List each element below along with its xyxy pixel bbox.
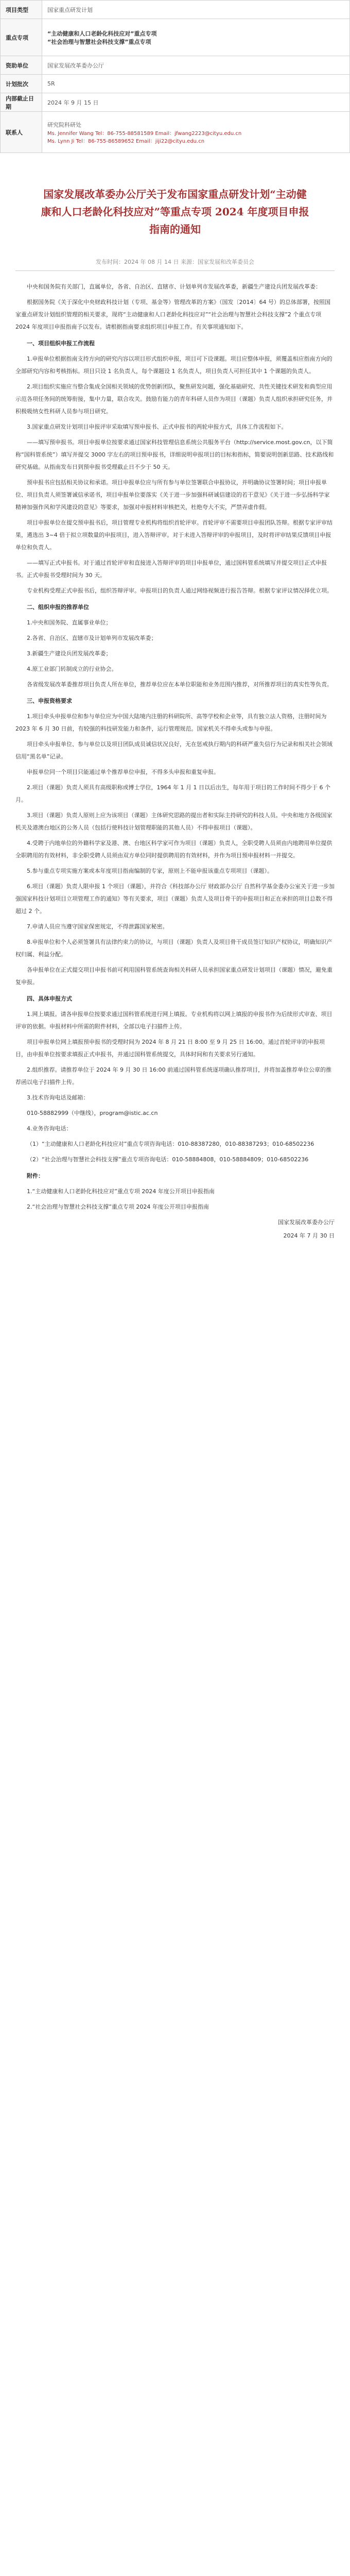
title-line: 康和人口老龄化科技应对”等重点专项 2024 年度项目申报	[41, 206, 309, 218]
paragraph: 2.各省、自治区、直辖市及计划单列市发展改革委；	[27, 635, 157, 641]
program-line-1: “主动健康和人口老龄化科技应对”重点专项	[47, 30, 157, 37]
contact-line[interactable]: Ms. Jennifer Wang Tel：86-755-88581589 Email：jfwang2223@cityu.edu.cn	[47, 130, 242, 137]
paragraph: 4.业务咨询电话：	[27, 1125, 72, 1132]
paragraph: 1.网上填报。请各申报单位按要求通过国科管系统进行网上填报。专业机构将以网上填报的申报书作为后续形式审查、项目评审的依据。申报材料中所需的附件材料，全部以电子扫描件上传。	[15, 1011, 332, 1030]
paragraph: 2.“社会治理与智慧社会科技支撑”重点专项 2024 年度公开项目申报指南	[27, 1204, 209, 1210]
info-row-batch	[1, 75, 350, 93]
paragraph: 2.组织推荐。请推荐单位于 2024 年 9 月 30 日 16:00 前通过国科管系统逐项确认推荐项目，并将加盖推荐单位公章的推荐函以电子扫描件上传。	[15, 1066, 332, 1086]
section-heading: 二、组织申报的推荐单位	[27, 604, 89, 611]
paragraph: ——填写预申报书。项目申报单位按要求通过国家科技管理信息系统公共服务平台（http://service.most.gov.cn，以下简称“国科管系统”）填写并提交 3000 字左右的项目预申报书，详细说明申报项目的目标和指标，简要说明创新思路、技术路线和研究基础。从指南发布日到预申报书受理截止日不少于 50 天。	[15, 439, 334, 470]
info-value: 5R	[42, 75, 350, 93]
paragraph: 根据国务院《关于深化中央财政科技计划（专项、基金等）管理改革的方案》（国发〔2014〕64 号）的总体部署，按照国家重点研发计划组织管理的相关要求，现将“主动健康和人口老龄化科技应对”“社会治理与智慧社会科技支撑”2 个重点专项 2024 年度项目申报指南予以发布。请根据指南要求组织项目申报工作。有关事项通知如下。	[15, 299, 330, 330]
section-heading: 四、具体申报方式	[27, 995, 72, 1002]
info-value: 国家重点研发计划	[42, 1, 350, 19]
section-heading: 一、项目组织申报工作流程	[27, 340, 95, 347]
info-row-deadline	[1, 93, 350, 112]
contact-line: 研究院科研处	[47, 121, 81, 128]
paragraph: 2.项目组织实施应当整合集成全国相关领域的优势创新团队，聚焦研发问题，强化基础研究、共性关键技术研发和典型应用示范各项任务间的统筹衔接，集中力量，联合攻关。鼓励有能力的青年科研人员作为项目（课题）负责人组织承担研究任务，并积极吸纳女性科研人员参与项目研究。	[15, 383, 332, 415]
article-meta: 发布时间：2024 年 08 月 14 日 来源：国家发展和改革委员会	[96, 259, 254, 265]
divider	[15, 270, 335, 271]
paragraph: （2）“社会治理与智慧社会科技支撑”重点专项咨询电话：010-58884808，010-58884809；010-68502236	[27, 1156, 309, 1163]
paragraph: 4.原工业部门转制成立的行业协会。	[27, 666, 117, 672]
signature-line: 2024 年 7 月 30 日	[283, 1232, 335, 1239]
contact-line[interactable]: Ms. Lynn Ji Tel：86-755-86589652 Email：jiji22@cityu.edu.cn	[47, 138, 205, 144]
paragraph: 8.申报单位和个人必须签署具有法律约束力的协议，与项目（课题）负责人及项目骨干成员签订知识产权协议，明确知识产权归属、利益分配。	[15, 939, 332, 958]
paragraph: 6.项目（课题）负责人限申报 1 个项目（课题），并符合《科技部办公厅 财政部办公厅 自然科学基金委办公室关于进一步加强国家科技计划项目立项管理工作的通知》等有关要求，项目（课题）负责人及项目骨干的申报项目和正在承担的项目总数不得超过 2 个。	[15, 883, 335, 914]
info-key: 联系人	[1, 112, 42, 153]
paragraph: 5.参与重点专项实施方案或本年度项目指南编制的专家，原则上不能申报该重点专项项目（课题）。	[27, 868, 273, 874]
paragraph: 项目申报单位在提交预申报书后，项目管理专业机构将组织首轮评审。首轮评审不需要项目申报团队答辩。根据专家评审结果，遴选出 3~4 倍于拟立项数量的申报项目，进入答辩评审。对于未进入答辩评审的申报项目，及时将评审结果反馈项目申报单位和负责人。	[15, 519, 332, 551]
paragraph: 7.申请人员应当遵守国家保密规定，不得泄露国家秘密。	[27, 923, 168, 930]
info-key: 资助单位	[1, 56, 42, 75]
article-title	[15, 185, 335, 238]
title-line: 国家发展改革委办公厅关于发布国家重点研发计划“主动健	[43, 188, 307, 200]
info-key: 项目类型	[1, 1, 42, 19]
paragraph: 3.项目（课题）负责人原则上应为该项目（课题）主体研究思路的提出者和实际主持研究的科技人员。中央和地方各级国家机关及港澳台地区的公务人员（包括行使科技计划管理职能的其他人员）不得申报项目（课题）。	[15, 812, 332, 831]
paragraph: 各省级发展改革委推荐项目负责人所在单位，推荐单位应在本单位职能和业务范围内推荐，对所推荐项目的真实性等负责。	[27, 681, 332, 688]
paragraph: 1.申报单位根据指南支持方向的研究内容以项目形式组织申报，项目可下设课题。项目应整体申报，须覆盖相应指南方向的全部研究内容和考核指标。项目只设 1 名负责人，每个课题设 1 名负责人，项目负责人可担任其中 1 个课题的负责人。	[15, 355, 332, 375]
title-line: 指南的通知	[149, 223, 201, 235]
signature-line: 国家发展改革委办公厅	[278, 1219, 335, 1226]
paragraph: 010-58882999（中继线），program@istic.ac.cn	[27, 1110, 158, 1116]
info-row-funder	[1, 56, 350, 75]
info-row-contact	[1, 112, 350, 153]
paragraph: 中央和国务院有关部门，直属单位，各省、自治区、直辖市、计划单列市发展改革委，新疆生产建设兵团发展改革委：	[27, 283, 321, 290]
info-key: 重点专项	[1, 19, 42, 56]
paragraph: 预申报书应包括相关协议和承诺。项目申报单位应与所有参与单位签署联合申报协议，并明确协议签署时间；项目申报单位、项目负责人须签署诚信承诺书，项目申报单位要落实《关于进一步加强科研诚信建设的若干意见》《关于进一步弘扬科学家精神加强作风和学风建设的意见》等要求，加强对申报材料审核把关，杜绝夸大不实，严禁弄虚作假。	[15, 479, 330, 511]
info-key: 内部截止日期	[1, 93, 42, 112]
info-row-program	[1, 19, 350, 56]
paragraph: 4.受聘于内地单位的外籍科学家及港、澳、台地区科学家可作为项目（课题）负责人，全职受聘人员须由内地聘用单位提供全职聘用的有效材料，非全职受聘人员须由双方单位同时提供聘用的有效材料，并作为项目预申报材料一并提交。	[15, 840, 332, 859]
info-value	[42, 112, 350, 153]
info-panel	[0, 0, 350, 171]
paragraph: 专业机构受理正式申报书后，组织答辩评审。申报项目的负责人通过网络视频进行报告答辩。根据专家评议情况择优立项。	[27, 587, 332, 594]
info-value: 国家发展改革委办公厅	[42, 56, 350, 75]
paragraph: 项目申报单位网上填报预申报书的受理时间为 2024 年 8 月 21 日 8:00 至 9 月 25 日 16:00。通过首轮评审的申报项目，由申报单位按要求填报正式申报书，并通过国科管系统提交，具体时间和有关要求另行通知。	[15, 1039, 325, 1058]
section-heading: 三、申报资格要求	[27, 698, 72, 704]
paragraph: 1.中央和国务院、直属事业单位；	[27, 619, 112, 626]
article-body	[15, 281, 335, 1243]
section-heading: 附件：	[27, 1173, 44, 1179]
paragraph: （1）“主动健康和人口老龄化科技应对”重点专项咨询电话：010-88387280，010-88387293；010-68502236	[27, 1141, 314, 1147]
info-value: 2024 年 9 月 15 日	[42, 93, 350, 112]
paragraph: 2.项目（课题）负责人须具有高级职称或博士学位，1964 年 1 月 1 日以后出生，每年用于项目的工作时间不得少于 6 个月。	[15, 784, 330, 803]
paragraph: ——填写正式申报书。对于通过首轮评审和直接进入答辩评审的项目申报单位，通过国科管系统填写并提交项目正式申报书。正式申报书受理时间为 30 天。	[15, 560, 327, 579]
info-row-type	[1, 1, 350, 19]
program-line-2: “社会治理与智慧社会科技支撑”重点专项	[47, 38, 151, 45]
info-value	[42, 19, 350, 56]
info-key: 计划批次	[1, 75, 42, 93]
paragraph: 各申报单位在正式提交项目申报书前可利用国科管系统查询相关科研人员承担国家重点研发计划项目（课题）情况，避免重复申报。	[15, 967, 332, 986]
paragraph: 3.新疆生产建设兵团发展改革委；	[27, 650, 112, 657]
paragraph: 申报单位同一个项目只能通过单个推荐单位申报，不得多头申报和重复申报。	[27, 769, 219, 775]
paragraph: 项目牵头申报单位、参与单位以及项目团队成员诚信状况良好，无在惩戒执行期内的科研严重失信行为记录和相关社会领域信用“黑名单”记录。	[15, 741, 332, 760]
paragraph: 1.“主动健康和人口老龄化科技应对”重点专项 2024 年度公开项目申报指南	[27, 1188, 215, 1195]
paragraph: 1.项目牵头申报单位和参与单位应为中国大陆境内注册的科研院所、高等学校和企业等，具有独立法人资格，注册时间为 2023 年 6 月 30 日前，有较强的科技研发能力和条件，运行管理规范。国家机关不得牵头或参与申报。	[15, 713, 327, 732]
paragraph: 3.技术咨询电话及邮箱：	[27, 1094, 89, 1101]
paragraph: 3.国家重点研发计划项目申报评审采取填写预申报书、正式申报书的两轮申报方式，具体工作流程如下。	[27, 423, 287, 430]
info-table	[0, 0, 350, 153]
